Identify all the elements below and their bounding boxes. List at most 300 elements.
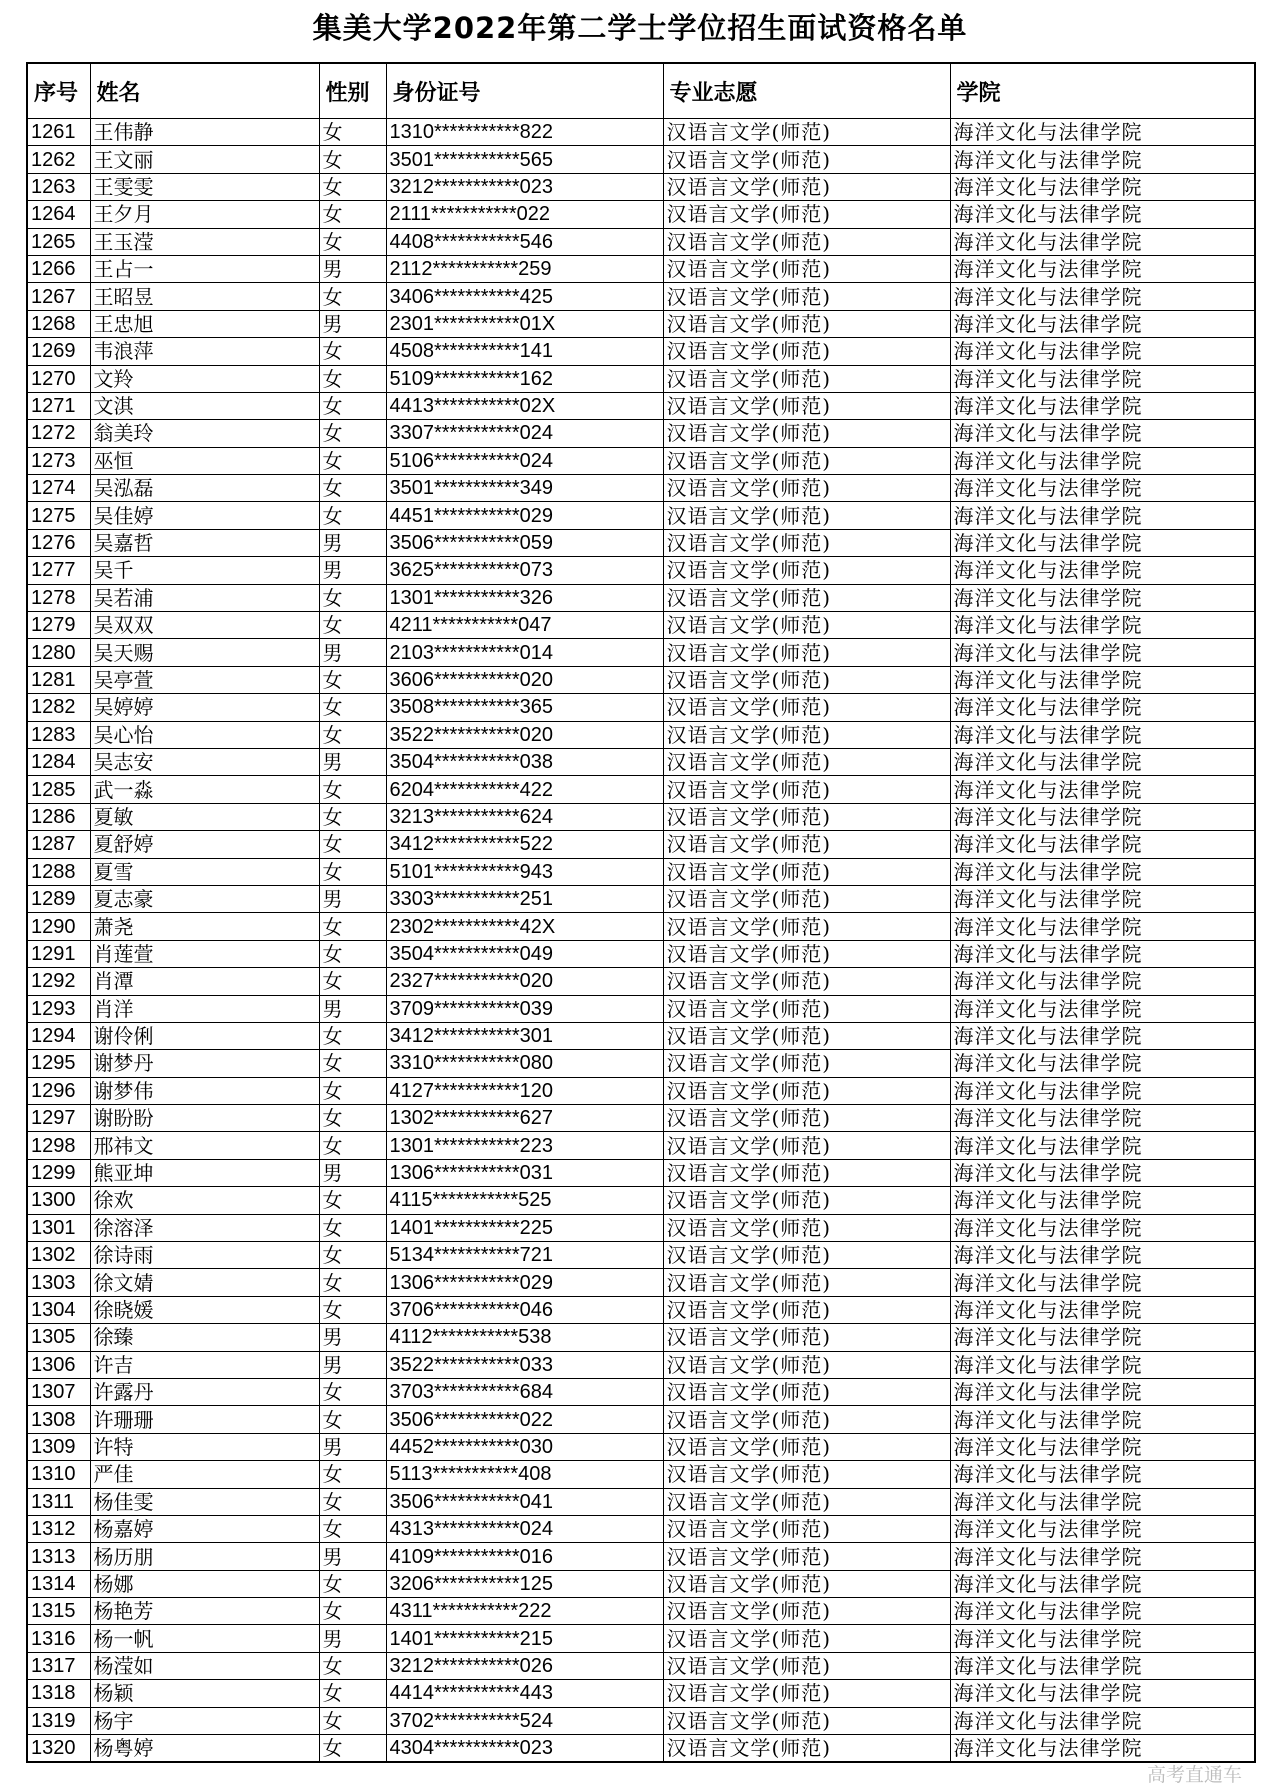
cell-name: 王玉滢 (90, 228, 319, 255)
cell-id: 2302***********42X (386, 913, 663, 940)
cell-gender: 女 (319, 1077, 386, 1104)
table-row (27, 119, 1255, 146)
table-row (27, 1022, 1255, 1049)
cell-name: 徐诗雨 (90, 1242, 319, 1269)
cell-gender: 女 (319, 831, 386, 858)
cell-major: 汉语言文学(师范) (663, 1680, 950, 1707)
table-row (27, 1351, 1255, 1378)
cell-major: 汉语言文学(师范) (663, 1242, 950, 1269)
cell-major: 汉语言文学(师范) (663, 1351, 950, 1378)
cell-major: 汉语言文学(师范) (663, 968, 950, 995)
cell-seq: 1286 (27, 803, 90, 830)
cell-id: 4109***********016 (386, 1543, 663, 1570)
cell-name: 吴心怡 (90, 721, 319, 748)
cell-seq: 1296 (27, 1077, 90, 1104)
cell-major: 汉语言文学(师范) (663, 995, 950, 1022)
cell-seq: 1285 (27, 776, 90, 803)
cell-seq: 1309 (27, 1433, 90, 1460)
cell-college: 海洋文化与法律学院 (950, 310, 1255, 337)
cell-name: 杨粤婷 (90, 1735, 319, 1763)
cell-id: 3412***********522 (386, 831, 663, 858)
table-row (27, 1570, 1255, 1597)
cell-gender: 女 (319, 1214, 386, 1241)
cell-name: 夏舒婷 (90, 831, 319, 858)
cell-gender: 女 (319, 1105, 386, 1132)
cell-major: 汉语言文学(师范) (663, 1707, 950, 1734)
cell-seq: 1300 (27, 1187, 90, 1214)
cell-name: 许珊珊 (90, 1406, 319, 1433)
table-row (27, 420, 1255, 447)
cell-seq: 1311 (27, 1488, 90, 1515)
table-row (27, 1680, 1255, 1707)
cell-college: 海洋文化与法律学院 (950, 1515, 1255, 1542)
cell-name: 吴嘉哲 (90, 529, 319, 556)
cell-name: 王忠旭 (90, 310, 319, 337)
cell-college: 海洋文化与法律学院 (950, 1187, 1255, 1214)
cell-id: 6204***********422 (386, 776, 663, 803)
cell-gender: 女 (319, 1515, 386, 1542)
cell-major: 汉语言文学(师范) (663, 1378, 950, 1405)
cell-name: 谢盼盼 (90, 1105, 319, 1132)
cell-name: 杨颖 (90, 1680, 319, 1707)
cell-major: 汉语言文学(师范) (663, 529, 950, 556)
cell-college: 海洋文化与法律学院 (950, 1296, 1255, 1323)
cell-major: 汉语言文学(师范) (663, 913, 950, 940)
cell-major: 汉语言文学(师范) (663, 255, 950, 282)
cell-gender: 女 (319, 1488, 386, 1515)
cell-major: 汉语言文学(师范) (663, 1488, 950, 1515)
cell-seq: 1288 (27, 858, 90, 885)
cell-seq: 1265 (27, 228, 90, 255)
cell-gender: 女 (319, 1378, 386, 1405)
cell-id: 3506***********041 (386, 1488, 663, 1515)
cell-gender: 女 (319, 1187, 386, 1214)
cell-name: 杨佳雯 (90, 1488, 319, 1515)
cell-major: 汉语言文学(师范) (663, 1105, 950, 1132)
table-row (27, 1159, 1255, 1186)
table-row (27, 940, 1255, 967)
cell-id: 2103***********014 (386, 639, 663, 666)
cell-seq: 1304 (27, 1296, 90, 1323)
cell-gender: 男 (319, 639, 386, 666)
cell-gender: 男 (319, 310, 386, 337)
table-row (27, 502, 1255, 529)
cell-gender: 女 (319, 338, 386, 365)
cell-college: 海洋文化与法律学院 (950, 228, 1255, 255)
cell-seq: 1320 (27, 1735, 90, 1763)
cell-id: 3506***********022 (386, 1406, 663, 1433)
cell-seq: 1316 (27, 1625, 90, 1652)
cell-seq: 1277 (27, 557, 90, 584)
cell-major: 汉语言文学(师范) (663, 392, 950, 419)
cell-gender: 女 (319, 502, 386, 529)
cell-id: 4408***********546 (386, 228, 663, 255)
cell-seq: 1315 (27, 1598, 90, 1625)
cell-gender: 女 (319, 420, 386, 447)
cell-id: 1302***********627 (386, 1105, 663, 1132)
cell-gender: 女 (319, 365, 386, 392)
cell-college: 海洋文化与法律学院 (950, 584, 1255, 611)
cell-name: 夏敏 (90, 803, 319, 830)
cell-major: 汉语言文学(师范) (663, 858, 950, 885)
cell-college: 海洋文化与法律学院 (950, 968, 1255, 995)
cell-id: 3522***********020 (386, 721, 663, 748)
cell-seq: 1280 (27, 639, 90, 666)
cell-name: 翁美玲 (90, 420, 319, 447)
cell-major: 汉语言文学(师范) (663, 831, 950, 858)
cell-gender: 女 (319, 1652, 386, 1679)
cell-gender: 女 (319, 612, 386, 639)
cell-college: 海洋文化与法律学院 (950, 475, 1255, 502)
cell-seq: 1303 (27, 1269, 90, 1296)
cell-college: 海洋文化与法律学院 (950, 666, 1255, 693)
cell-name: 邢祎文 (90, 1132, 319, 1159)
cell-major: 汉语言文学(师范) (663, 475, 950, 502)
table-row (27, 612, 1255, 639)
cell-seq: 1287 (27, 831, 90, 858)
cell-seq: 1269 (27, 338, 90, 365)
cell-seq: 1308 (27, 1406, 90, 1433)
cell-seq: 1279 (27, 612, 90, 639)
table-row (27, 1461, 1255, 1488)
cell-id: 3206***********125 (386, 1570, 663, 1597)
cell-name: 王占一 (90, 255, 319, 282)
cell-name: 杨历朋 (90, 1543, 319, 1570)
cell-seq: 1262 (27, 146, 90, 173)
cell-college: 海洋文化与法律学院 (950, 365, 1255, 392)
cell-id: 4112***********538 (386, 1324, 663, 1351)
cell-major: 汉语言文学(师范) (663, 283, 950, 310)
table-row (27, 913, 1255, 940)
cell-gender: 男 (319, 1543, 386, 1570)
cell-college: 海洋文化与法律学院 (950, 748, 1255, 775)
cell-gender: 女 (319, 940, 386, 967)
cell-gender: 女 (319, 1132, 386, 1159)
cell-seq: 1310 (27, 1461, 90, 1488)
cell-seq: 1317 (27, 1652, 90, 1679)
cell-seq: 1284 (27, 748, 90, 775)
cell-id: 4508***********141 (386, 338, 663, 365)
cell-gender: 男 (319, 995, 386, 1022)
cell-id: 5109***********162 (386, 365, 663, 392)
table-row (27, 1077, 1255, 1104)
cell-gender: 男 (319, 529, 386, 556)
cell-gender: 女 (319, 201, 386, 228)
cell-seq: 1302 (27, 1242, 90, 1269)
cell-college: 海洋文化与法律学院 (950, 1680, 1255, 1707)
cell-college: 海洋文化与法律学院 (950, 1433, 1255, 1460)
cell-id: 4414***********443 (386, 1680, 663, 1707)
column-header-college: 学院 (950, 63, 1255, 119)
table-row (27, 283, 1255, 310)
cell-id: 3310***********080 (386, 1050, 663, 1077)
cell-college: 海洋文化与法律学院 (950, 1022, 1255, 1049)
cell-college: 海洋文化与法律学院 (950, 1269, 1255, 1296)
cell-major: 汉语言文学(师范) (663, 1050, 950, 1077)
cell-gender: 女 (319, 694, 386, 721)
cell-seq: 1293 (27, 995, 90, 1022)
cell-college: 海洋文化与法律学院 (950, 557, 1255, 584)
cell-name: 文淇 (90, 392, 319, 419)
cell-major: 汉语言文学(师范) (663, 1269, 950, 1296)
cell-college: 海洋文化与法律学院 (950, 1378, 1255, 1405)
cell-id: 2111***********022 (386, 201, 663, 228)
cell-college: 海洋文化与法律学院 (950, 1488, 1255, 1515)
cell-id: 3506***********059 (386, 529, 663, 556)
cell-gender: 女 (319, 858, 386, 885)
cell-id: 3709***********039 (386, 995, 663, 1022)
cell-major: 汉语言文学(师范) (663, 146, 950, 173)
cell-gender: 女 (319, 803, 386, 830)
cell-college: 海洋文化与法律学院 (950, 255, 1255, 282)
cell-name: 吴若浦 (90, 584, 319, 611)
cell-id: 1310***********822 (386, 119, 663, 146)
cell-college: 海洋文化与法律学院 (950, 146, 1255, 173)
cell-college: 海洋文化与法律学院 (950, 201, 1255, 228)
cell-id: 1301***********326 (386, 584, 663, 611)
table-row (27, 1105, 1255, 1132)
watermark-text: 高考直通车 (1146, 1764, 1242, 1786)
table-row (27, 1707, 1255, 1734)
cell-gender: 女 (319, 146, 386, 173)
cell-major: 汉语言文学(师范) (663, 1159, 950, 1186)
cell-id: 5134***********721 (386, 1242, 663, 1269)
cell-id: 3706***********046 (386, 1296, 663, 1323)
cell-gender: 男 (319, 1625, 386, 1652)
cell-seq: 1263 (27, 173, 90, 200)
cell-major: 汉语言文学(师范) (663, 1461, 950, 1488)
cell-name: 肖潭 (90, 968, 319, 995)
cell-major: 汉语言文学(师范) (663, 1735, 950, 1763)
cell-seq: 1264 (27, 201, 90, 228)
cell-major: 汉语言文学(师范) (663, 1652, 950, 1679)
cell-name: 肖洋 (90, 995, 319, 1022)
cell-seq: 1299 (27, 1159, 90, 1186)
cell-gender: 男 (319, 748, 386, 775)
cell-major: 汉语言文学(师范) (663, 338, 950, 365)
cell-gender: 女 (319, 666, 386, 693)
cell-seq: 1270 (27, 365, 90, 392)
cell-gender: 女 (319, 584, 386, 611)
cell-id: 3212***********023 (386, 173, 663, 200)
cell-college: 海洋文化与法律学院 (950, 1050, 1255, 1077)
cell-major: 汉语言文学(师范) (663, 721, 950, 748)
cell-id: 3412***********301 (386, 1022, 663, 1049)
table-row (27, 639, 1255, 666)
cell-major: 汉语言文学(师范) (663, 1296, 950, 1323)
cell-major: 汉语言文学(师范) (663, 940, 950, 967)
cell-name: 严佳 (90, 1461, 319, 1488)
cell-name: 熊亚坤 (90, 1159, 319, 1186)
cell-name: 谢梦伟 (90, 1077, 319, 1104)
cell-id: 4304***********023 (386, 1735, 663, 1763)
cell-major: 汉语言文学(师范) (663, 776, 950, 803)
cell-seq: 1283 (27, 721, 90, 748)
table-row (27, 1433, 1255, 1460)
cell-major: 汉语言文学(师范) (663, 1625, 950, 1652)
table-row (27, 557, 1255, 584)
cell-gender: 女 (319, 1735, 386, 1763)
cell-id: 3307***********024 (386, 420, 663, 447)
cell-name: 杨一帆 (90, 1625, 319, 1652)
cell-name: 王伟静 (90, 119, 319, 146)
table-row (27, 831, 1255, 858)
cell-college: 海洋文化与法律学院 (950, 1652, 1255, 1679)
cell-name: 肖莲萱 (90, 940, 319, 967)
table-row (27, 1269, 1255, 1296)
cell-college: 海洋文化与法律学院 (950, 940, 1255, 967)
cell-major: 汉语言文学(师范) (663, 1214, 950, 1241)
cell-college: 海洋文化与法律学院 (950, 831, 1255, 858)
table-row (27, 584, 1255, 611)
cell-gender: 女 (319, 1598, 386, 1625)
cell-gender: 女 (319, 1022, 386, 1049)
table-row (27, 1214, 1255, 1241)
cell-gender: 男 (319, 557, 386, 584)
cell-major: 汉语言文学(师范) (663, 803, 950, 830)
cell-id: 3702***********524 (386, 1707, 663, 1734)
cell-gender: 男 (319, 885, 386, 912)
cell-college: 海洋文化与法律学院 (950, 173, 1255, 200)
table-row (27, 803, 1255, 830)
cell-id: 4313***********024 (386, 1515, 663, 1542)
cell-id: 3501***********565 (386, 146, 663, 173)
cell-id: 4452***********030 (386, 1433, 663, 1460)
table-row (27, 1625, 1255, 1652)
cell-college: 海洋文化与法律学院 (950, 1351, 1255, 1378)
cell-college: 海洋文化与法律学院 (950, 1461, 1255, 1488)
cell-name: 吴泓磊 (90, 475, 319, 502)
cell-major: 汉语言文学(师范) (663, 584, 950, 611)
table-row (27, 1187, 1255, 1214)
cell-name: 杨宇 (90, 1707, 319, 1734)
table-row (27, 255, 1255, 282)
cell-college: 海洋文化与法律学院 (950, 420, 1255, 447)
cell-name: 谢梦丹 (90, 1050, 319, 1077)
cell-seq: 1292 (27, 968, 90, 995)
cell-major: 汉语言文学(师范) (663, 1515, 950, 1542)
cell-id: 3501***********349 (386, 475, 663, 502)
cell-seq: 1306 (27, 1351, 90, 1378)
table-row (27, 392, 1255, 419)
cell-college: 海洋文化与法律学院 (950, 1159, 1255, 1186)
column-header-major: 专业志愿 (663, 63, 950, 119)
table-row (27, 1543, 1255, 1570)
cell-name: 吴佳婷 (90, 502, 319, 529)
table-row (27, 968, 1255, 995)
cell-id: 3625***********073 (386, 557, 663, 584)
cell-major: 汉语言文学(师范) (663, 639, 950, 666)
cell-id: 3303***********251 (386, 885, 663, 912)
cell-id: 1306***********031 (386, 1159, 663, 1186)
cell-name: 杨嘉婷 (90, 1515, 319, 1542)
cell-major: 汉语言文学(师范) (663, 694, 950, 721)
table-row (27, 858, 1255, 885)
cell-name: 徐臻 (90, 1324, 319, 1351)
table-row (27, 666, 1255, 693)
cell-seq: 1301 (27, 1214, 90, 1241)
cell-gender: 女 (319, 392, 386, 419)
cell-college: 海洋文化与法律学院 (950, 776, 1255, 803)
cell-gender: 男 (319, 1324, 386, 1351)
cell-name: 许特 (90, 1433, 319, 1460)
cell-college: 海洋文化与法律学院 (950, 913, 1255, 940)
cell-major: 汉语言文学(师范) (663, 1324, 950, 1351)
cell-id: 3213***********624 (386, 803, 663, 830)
cell-college: 海洋文化与法律学院 (950, 1077, 1255, 1104)
cell-seq: 1289 (27, 885, 90, 912)
table-body (27, 119, 1255, 1763)
cell-seq: 1298 (27, 1132, 90, 1159)
table-row (27, 173, 1255, 200)
cell-name: 谢伶俐 (90, 1022, 319, 1049)
cell-name: 杨滢如 (90, 1652, 319, 1679)
cell-college: 海洋文化与法律学院 (950, 1735, 1255, 1763)
cell-major: 汉语言文学(师范) (663, 365, 950, 392)
cell-gender: 女 (319, 447, 386, 474)
cell-name: 王文丽 (90, 146, 319, 173)
cell-gender: 女 (319, 475, 386, 502)
cell-name: 许露丹 (90, 1378, 319, 1405)
cell-seq: 1314 (27, 1570, 90, 1597)
cell-major: 汉语言文学(师范) (663, 1406, 950, 1433)
cell-college: 海洋文化与法律学院 (950, 803, 1255, 830)
cell-id: 4211***********047 (386, 612, 663, 639)
cell-gender: 女 (319, 1570, 386, 1597)
cell-college: 海洋文化与法律学院 (950, 1324, 1255, 1351)
cell-name: 吴婷婷 (90, 694, 319, 721)
cell-id: 1401***********225 (386, 1214, 663, 1241)
cell-seq: 1313 (27, 1543, 90, 1570)
cell-seq: 1276 (27, 529, 90, 556)
table-row (27, 338, 1255, 365)
cell-name: 吴亭萱 (90, 666, 319, 693)
cell-name: 吴千 (90, 557, 319, 584)
table-row (27, 1378, 1255, 1405)
cell-id: 3606***********020 (386, 666, 663, 693)
cell-name: 夏雪 (90, 858, 319, 885)
table-row (27, 475, 1255, 502)
cell-id: 4451***********029 (386, 502, 663, 529)
cell-seq: 1307 (27, 1378, 90, 1405)
cell-seq: 1318 (27, 1680, 90, 1707)
cell-major: 汉语言文学(师范) (663, 1598, 950, 1625)
cell-id: 4311***********222 (386, 1598, 663, 1625)
cell-gender: 女 (319, 1269, 386, 1296)
cell-seq: 1273 (27, 447, 90, 474)
cell-college: 海洋文化与法律学院 (950, 529, 1255, 556)
cell-major: 汉语言文学(师范) (663, 119, 950, 146)
cell-gender: 女 (319, 776, 386, 803)
cell-gender: 女 (319, 968, 386, 995)
cell-id: 2327***********020 (386, 968, 663, 995)
table-row (27, 1488, 1255, 1515)
cell-id: 3504***********049 (386, 940, 663, 967)
table-row (27, 1324, 1255, 1351)
table-row (27, 694, 1255, 721)
table-row (27, 1735, 1255, 1763)
cell-seq: 1305 (27, 1324, 90, 1351)
table-header-row (27, 63, 1255, 119)
cell-college: 海洋文化与法律学院 (950, 1570, 1255, 1597)
cell-college: 海洋文化与法律学院 (950, 502, 1255, 529)
cell-college: 海洋文化与法律学院 (950, 639, 1255, 666)
cell-name: 许吉 (90, 1351, 319, 1378)
cell-college: 海洋文化与法律学院 (950, 1214, 1255, 1241)
cell-name: 杨娜 (90, 1570, 319, 1597)
cell-id: 4115***********525 (386, 1187, 663, 1214)
cell-gender: 女 (319, 1242, 386, 1269)
